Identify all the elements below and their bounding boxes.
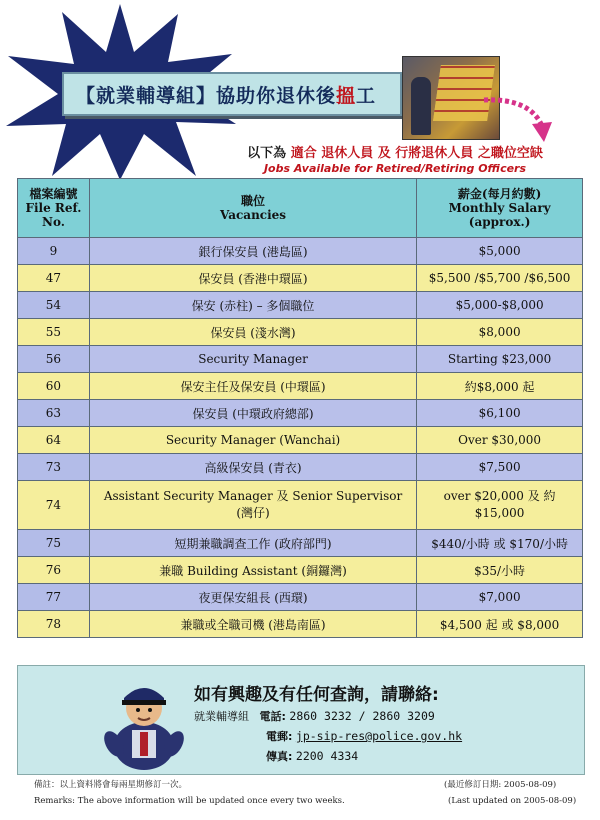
contact-fax-line bbox=[266, 748, 358, 764]
table-row: 55 保安員 (淺水灣) $8,000 bbox=[18, 319, 583, 346]
phone-value: 2860 3232 / 2860 3209 bbox=[289, 709, 435, 723]
table-row: 73 高級保安員 (青衣) $7,500 bbox=[18, 454, 583, 481]
contact-heading: 如有興趣及有任何查詢，請聯絡: bbox=[194, 685, 439, 705]
table-row: 75 短期兼職調查工作 (政府部門) $440/小時 或 $170/小時 bbox=[18, 530, 583, 557]
title-banner bbox=[62, 72, 402, 116]
table-row: 56 Security Manager Starting $23,000 bbox=[18, 346, 583, 373]
header-file-ref: 檔案編號 File Ref. No. bbox=[18, 179, 90, 238]
banner-title-suffix: 工 bbox=[356, 84, 377, 107]
email-label: 電郵: bbox=[266, 730, 293, 743]
table-header-row bbox=[18, 179, 583, 238]
table-row: 9 銀行保安員 (港島區) $5,000 bbox=[18, 238, 583, 265]
subtitle-zh-part2: 適合 退休人員 及 行將退休人員 bbox=[290, 146, 474, 161]
subtitle bbox=[200, 142, 590, 175]
table-row: 60 保安主任及保安員 (中環區) 約$8,000 起 bbox=[18, 373, 583, 400]
footer-note-en: Remarks: The above information will be updated once every two weeks. bbox=[34, 796, 345, 806]
table-row: 78 兼職或全職司機 (港島南區) $4,500 起 或 $8,000 bbox=[18, 611, 583, 638]
subtitle-en: Jobs Available for Retired/Retiring Officers bbox=[263, 162, 527, 175]
banner-title-prefix: 協助你退休後 bbox=[216, 84, 337, 107]
table-row: 77 夜更保安組長 (西環) $7,000 bbox=[18, 584, 583, 611]
contact-box bbox=[17, 665, 585, 775]
header-vacancies: 職位 Vacancies bbox=[89, 179, 416, 238]
table-row: 76 兼職 Building Assistant (銅鑼灣) $35/小時 bbox=[18, 557, 583, 584]
footer-revised-zh: (最近修訂日期: 2005-08-09) bbox=[444, 780, 557, 790]
fax-value: 2200 4334 bbox=[295, 749, 359, 763]
table-row: 63 保安員 (中環政府總部) $6,100 bbox=[18, 400, 583, 427]
header-salary: 薪金(每月約數) Monthly Salary (approx.) bbox=[417, 179, 583, 238]
fax-label: 傳真: bbox=[266, 750, 293, 763]
contact-email-line bbox=[266, 728, 462, 744]
person-silhouette bbox=[411, 77, 431, 135]
police-mascot-icon bbox=[98, 674, 190, 770]
contact-unit-line bbox=[194, 708, 435, 724]
subtitle-zh-part1: 以下為 bbox=[247, 146, 287, 161]
email-link[interactable]: jp-sip-res@police.gov.hk bbox=[295, 729, 463, 743]
banner-title-highlight: 搵 bbox=[336, 84, 357, 107]
unit-name: 【就業輔導組】 bbox=[76, 84, 217, 107]
table-row: 54 保安 (赤柱) – 多個職位 $5,000-$8,000 bbox=[18, 292, 583, 319]
vacancies-table bbox=[17, 178, 583, 638]
table-row: 47 保安員 (香港中環區) $5,500 /$5,700 /$6,500 bbox=[18, 265, 583, 292]
table-row: 74 Assistant Security Manager 及 Senior Supervisor (灣仔) over $20,000 及 約 $15,000 bbox=[18, 481, 583, 530]
footer-note-zh: 備註：以上資料將會每兩星期修訂一次。 bbox=[34, 780, 188, 790]
subtitle-zh-part3: 之職位空缺 bbox=[477, 146, 543, 161]
table-row: 64 Security Manager (Wanchai) Over $30,000 bbox=[18, 427, 583, 454]
footer-revised-en: (Last updated on 2005-08-09) bbox=[448, 796, 577, 806]
contact-unit: 就業輔導組 bbox=[194, 710, 249, 723]
phone-label: 電話: bbox=[259, 710, 286, 723]
